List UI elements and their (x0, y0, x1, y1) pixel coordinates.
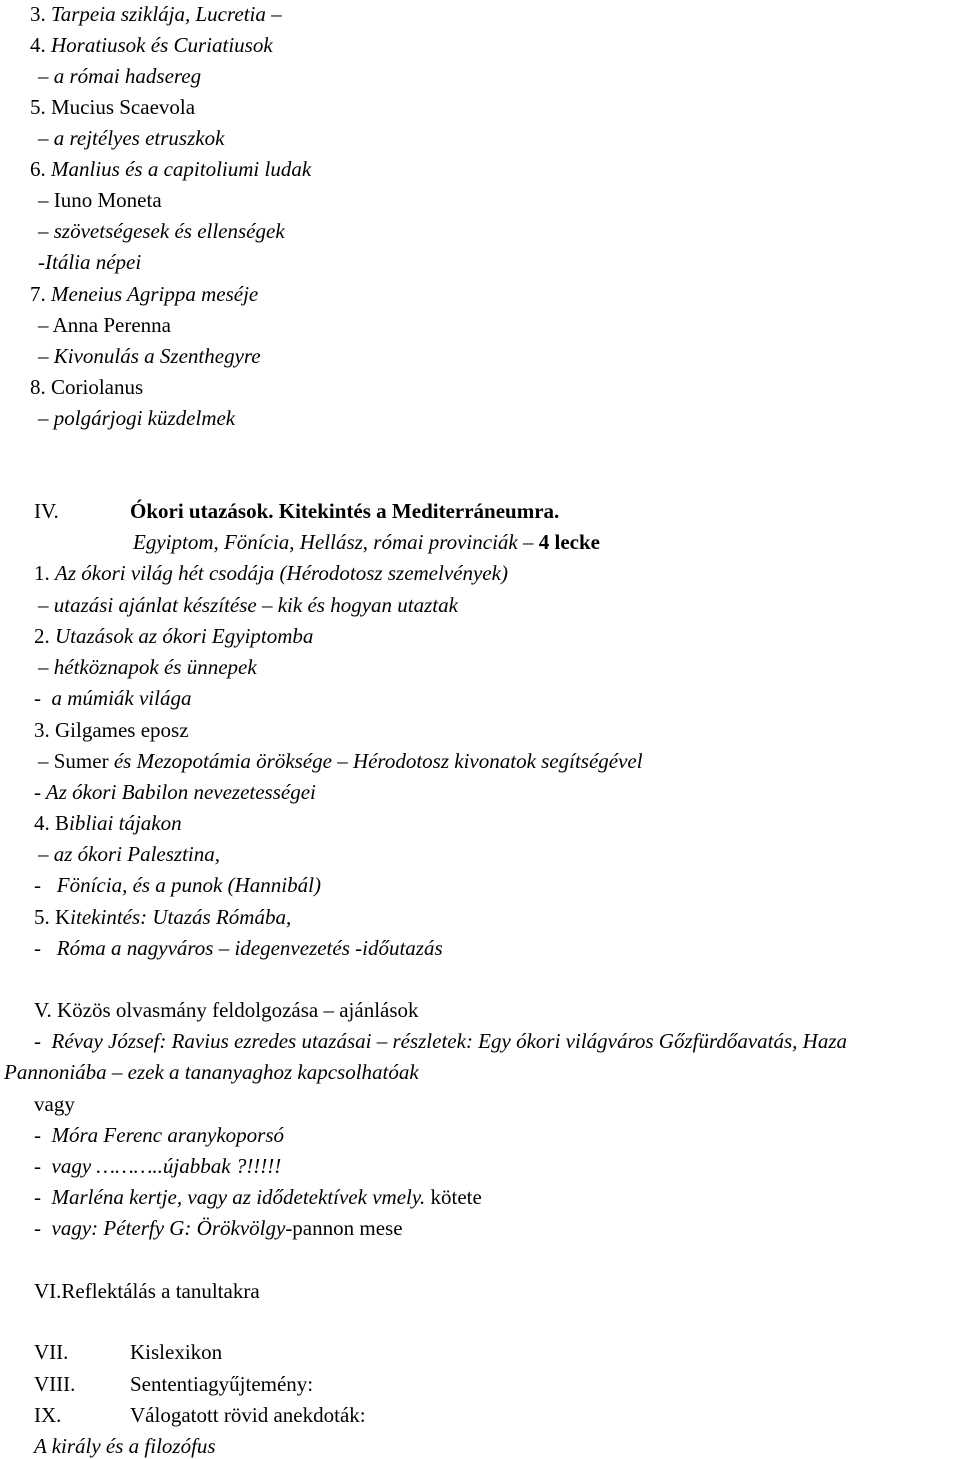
section-v-heading: V. Közös olvasmány feldolgozása – ajánlások (34, 998, 419, 1022)
item-pannoniaba: Pannoniába – ezek a tananyaghoz kapcsolhatóak (4, 1060, 419, 1084)
item-mora: - Móra Ferenc aranykoporsó (34, 1123, 285, 1147)
item-tarpeia: 3. Tarpeia sziklája, Lucretia – (30, 2, 282, 26)
item-het-csoda: 1. Az ókori világ hét csodája (Hérodotosz szemelvények) (34, 561, 508, 585)
item-manlius: 6. Manlius és a capitoliumi ludak (30, 157, 312, 181)
item-hadsereg: – a római hadsereg (38, 64, 202, 88)
item-egyiptom: 2. Utazások az ókori Egyiptomba (34, 624, 314, 648)
item-utazasi-ajanlat: – utazási ajánlat készítése – kik és hogyan utaztak (38, 593, 458, 617)
item-vagy: vagy (34, 1092, 75, 1116)
item-ujabbak: - vagy ………..újabbak ?!!!!! (34, 1154, 282, 1178)
section-ix-numeral: IX. (34, 1403, 62, 1427)
closing-anecdote: A király és a filozófus (34, 1434, 216, 1458)
section-vii-numeral: VII. (34, 1340, 69, 1364)
item-hetkoznapok: – hétköznapok és ünnepek (38, 655, 257, 679)
item-fonicia: - Fönícia, és a punok (Hannibál) (34, 873, 321, 897)
item-szovetsegesek: – szövetségesek és ellenségek (38, 219, 285, 243)
section-vii-title: Kislexikon (130, 1340, 223, 1364)
item-coriolanus: 8. Coriolanus (30, 375, 144, 399)
item-mumiak: - a múmiák világa (34, 686, 192, 710)
item-iuno: – Iuno Moneta (38, 188, 162, 212)
item-marlena: - Marléna kertje, vagy az idődetektívek vmely. kötete (34, 1185, 482, 1209)
item-revay: - Révay József: Ravius ezredes utazásai – részletek: Egy ókori világváros Gőzfürdőavatás, Haza (34, 1029, 848, 1053)
item-babilon: - Az ókori Babilon nevezetességei (34, 780, 316, 804)
item-polgarjogi: – polgárjogi küzdelmek (38, 406, 236, 430)
item-meneius: 7. Meneius Agrippa meséje (30, 282, 259, 306)
item-peterfy: - vagy: Péterfy G: Örökvölgy-pannon mese (34, 1216, 403, 1240)
item-sumer: – Sumer és Mezopotámia öröksége – Hérodotosz kivonatok segítségével (38, 749, 643, 773)
section-viii-numeral: VIII. (34, 1372, 76, 1396)
item-roma: - Róma a nagyváros – idegenvezetés -időutazás (34, 936, 443, 960)
section-iv-title: Ókori utazások. Kitekintés a Mediterráneumra. (130, 499, 560, 523)
item-kivonulas: – Kivonulás a Szenthegyre (38, 344, 261, 368)
section-iv-numeral: IV. (34, 499, 59, 523)
section-iv-subtitle: Egyiptom, Fönícia, Hellász, római provinciák – 4 lecke (133, 530, 600, 554)
item-kitekintes: 5. Kitekintés: Utazás Rómába, (34, 905, 292, 929)
item-gilgames: 3. Gilgames eposz (34, 718, 189, 742)
item-anna: – Anna Perenna (38, 313, 171, 337)
section-ix-title: Válogatott rövid anekdoták: (130, 1403, 366, 1427)
item-italia: -Itália népei (38, 250, 142, 274)
item-palesztina: – az ókori Palesztina, (38, 842, 220, 866)
section-vi-heading: VI.Reflektálás a tanultakra (34, 1279, 260, 1303)
item-horatiusok: 4. Horatiusok és Curiatiusok (30, 33, 273, 57)
item-bibliai: 4. Bibliai tájakon (34, 811, 182, 835)
item-mucius: 5. Mucius Scaevola (30, 95, 196, 119)
section-viii-title: Sententiagyűjtemény: (130, 1372, 314, 1396)
item-etruszkok: – a rejtélyes etruszkok (38, 126, 225, 150)
